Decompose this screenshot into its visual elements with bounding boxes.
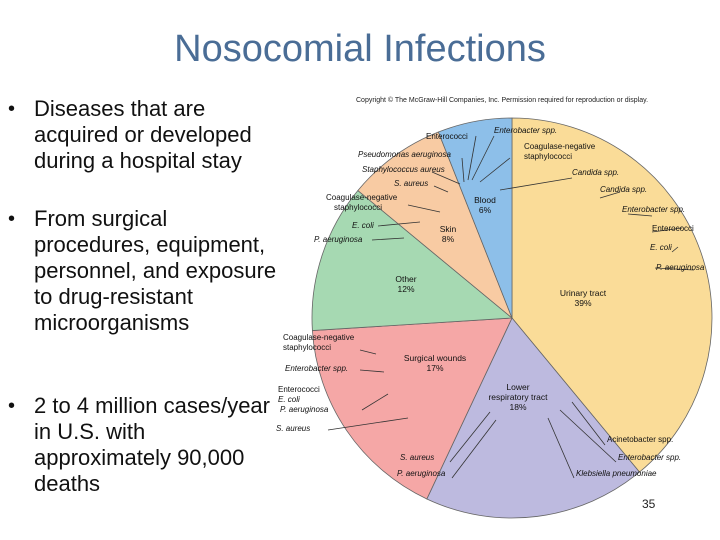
annotation-blood-enterococci: Enterococci: [426, 132, 468, 141]
annotation-surgical-saureus: S. aureus: [276, 424, 311, 433]
annotation-skin-ecoli: E. coli: [352, 221, 374, 230]
annotation-skin-cons: Coagulase-negative staphylococci: [326, 193, 398, 212]
bullet-dot-icon: •: [8, 208, 16, 230]
annotation-blood-candida: Candida spp.: [572, 168, 620, 177]
slice-label-blood: Blood 6%: [474, 195, 496, 215]
bullet-dot-icon: •: [8, 98, 16, 120]
annotation-urinary-enterococci: Enterococci: [652, 224, 694, 233]
annotation-urinary-ecoli: E. coli: [650, 243, 672, 252]
annotation-respiratory-saureus: S. aureus: [400, 453, 435, 462]
bullet-dot-icon: •: [8, 395, 16, 417]
bullet-text: Diseases that are acquired or developed during a hospital stay: [34, 96, 252, 173]
annotation-blood-enterobacter: Enterobacter spp.: [494, 126, 558, 135]
annotation-urinary-paeruginosa: P. aeruginosa: [656, 263, 705, 272]
annotation-skin-paeruginosa: P. aeruginosa: [314, 235, 363, 244]
slide-title: Nosocomial Infections: [174, 28, 546, 70]
annotation-urinary-candida: Candida spp.: [600, 185, 648, 194]
slice-label-other: Other 12%: [395, 274, 417, 294]
annotation-other-cons: Coagulase-negative staphylococci: [283, 333, 355, 352]
annotation-surgical-paeruginosa: P. aeruginosa: [280, 405, 329, 414]
bullet-text: 2 to 4 million cases/year in U.S. with approximately 90,000 deaths: [34, 393, 270, 496]
annotation-blood-cons: Coagulase-negative staphylococci: [524, 142, 596, 161]
slice-label-respiratory: Lower respiratory tract 18%: [488, 382, 548, 412]
slice-label-surgical: Surgical wounds 17%: [403, 353, 467, 373]
annotation-blood-staph: Staphylococcus aureus: [362, 165, 445, 174]
annotation-respiratory-enterobacter: Enterobacter spp.: [618, 453, 682, 462]
annotation-other-enterobacter: Enterobacter spp.: [285, 364, 349, 373]
annotation-respiratory-paeruginosa: P. aeruginosa: [397, 469, 446, 478]
slice-label-urinary: Urinary tract 39%: [559, 288, 607, 308]
copyright-notice: Copyright © The McGraw-Hill Companies, Inc. Permission required for reproduction or display.: [356, 97, 649, 104]
annotation-surgical-ecoli: E. coli: [278, 395, 300, 404]
annotation-surgical-enterococci: Enterococci: [278, 385, 320, 394]
annotation-urinary-enterobacter: Enterobacter spp.: [622, 205, 686, 214]
annotation-skin-saureus: S. aureus: [394, 179, 429, 188]
annotation-blood-pseudomonas: Pseudomonas aeruginosa: [358, 150, 451, 159]
slide-number: 35: [642, 497, 656, 511]
bullet-text: From surgical procedures, equipment, personnel, and exposure to drug-resistant microorganisms: [34, 206, 277, 335]
annotation-respiratory-klebsiella: Klebsiella pneumoniae: [576, 469, 657, 478]
slice-label-skin: Skin 8%: [439, 224, 457, 244]
annotation-respiratory-acinetobacter: Acinetobacter spp.: [607, 435, 674, 444]
